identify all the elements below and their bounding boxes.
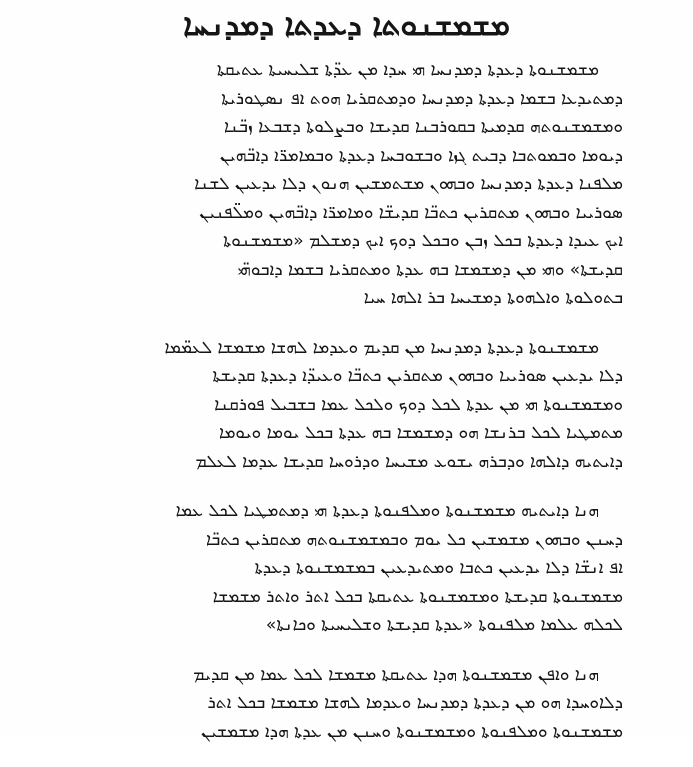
text-line: ܒܬܘܠܘܬܐ ܘܐܠܗܘܬܐ ܕܡܫܝܚܐ ܒܪ ܐܠܗܐ ܚܝܐ bbox=[363, 288, 623, 308]
text-line: ܐܝܟ ܥܝܕܐ ܕܥܕܬܐ ܒܟܠ ܙܒܢ ܘܒܟܠ ܕܘܟ ܐܝܟ ܕܡܫܠܡ «ܡܫܡܫܢܘܬܐ bbox=[223, 231, 623, 251]
document-title: ܡܫܡܫܢܘܬܐ ܕܥܕܬܐ ܕܡܕܢܚܐ bbox=[183, 8, 510, 43]
text-line: ܕܝܘܡܐ ܘܒܡܘܬܒܐ ܕܒܝܬ ܓܙܐ ܘܒܫܘܒܚܐ ܕܥܕܬܐ ܘܒܡܐܡܪ̈ܐ ܕܐܒ̈ܗܝܢ bbox=[219, 145, 623, 166]
text-line: ܡܠܦܢܐ ܕܥܕܬܐ ܕܡܕܢܚܐ ܘܒܗܘܢ ܡܫܬܡܫܝܢ ܗܢܘܢ ܕܠܐ ܝܕܥܝܢ ܠܫܢܐ bbox=[194, 174, 623, 194]
text-line: ܕܡܬܝܕܥܐ ܒܫܡܐ ܕܥܕܬܐ ܕܡܕܢܚܐ ܘܕܡܬܩܪܝܐ ܗܘܬ ܐܦ ܢܣܛܘܪܝܬܐ bbox=[221, 88, 623, 109]
text-line: ܡܬܡܛܝܐ ܠܟܠ ܒܪܢܫܐ ܗܘ ܕܡܫܡܫܐ ܒܗ ܥܕܬܐ ܒܟܠ ܝܘܡܐ ܘܝܘܡܐ bbox=[218, 423, 623, 443]
paragraph-3 bbox=[48, 497, 623, 640]
paragraph-2 bbox=[48, 334, 623, 477]
text-line: ܗܢܐ ܕܐܝܬܝܗ ܡܫܡܫܢܘܬܐ ܘܡܠܦܢܘܬܐ ܕܥܕܬܐ ܗܝ ܕܡܬܡܛܝܐ ܠܟܠ ܥܡܐ bbox=[175, 501, 599, 521]
text-line: ܡܫܡܫܢܘܬܐ ܘܡܠܦܢܘܬܐ ܘܡܫܡܫܢܘܬܐ ܘܚܢܢ ܡܢ ܥܕܬܐ ܗܕܐ ܡܫܡܫܝܢ bbox=[201, 721, 623, 742]
text-line: ܐܦ ܐܢܫ̈ܐ ܕܠܐ ܝܕܥܝܢ ܟܬܒܐ ܘܡܬܝܕܥܝܢ ܒܡܫܡܫܢܘܬܐ ܕܥܕܬܐ bbox=[254, 558, 623, 578]
text-line: ܡܫܡܫܢܘܬܐ ܩܕܝܫܬܐ ܘܡܫܡܫܢܘܬܐ ܥܬܝܩܬܐ ܒܟܠ ܐܬܪ ܘܐܬܪ ܡܫܡܫܐ bbox=[212, 586, 623, 607]
text-line: ܕܚܢܢ ܘܒܗܘܢ ܡܫܡܫܝܢ ܟܠ ܝܘܡ ܘܒܡܫܡܫܢܘܬܗ ܡܬܩܪܝܢ ܟܬܒ̈ܐ bbox=[205, 529, 623, 550]
text-line: ܩܕܝܫܬܐ» ܘܗܝ ܡܢ ܕܡܫܡܫܐ ܒܗ ܥܕܬܐ ܘܡܬܩܪܝܐ ܒܫܡܐ ܕܐܒܘܗ̈ܝ bbox=[237, 259, 623, 280]
paragraph-4 bbox=[48, 661, 623, 747]
text-line: ܗܢܐ ܘܐܦܢ ܡܫܡܫܢܘܬܐ ܗܕܐ ܥܬܝܩܬܐ ܡܫܡܫܐ ܠܟܠ ܥܡܐ ܡܢ ܩܕܝܡ bbox=[193, 664, 599, 685]
text-line: ܡܫܡܫܢܘܬܐ ܕܥܕܬܐ ܕܡܕܢܚܐ ܡܢ ܩܕܝܡ ܘܥܕܡܐ ܠܗܫܐ ܡܫܡܫܐ ܠܥܡ̈ܡܐ bbox=[164, 337, 599, 358]
text-line: ܕܐܝܬܝܗ ܕܐܠܗܐ ܘܕܒܪܗ ܝܫܘܥ ܡܫܝܚܐ ܘܕܪܘܚܐ ܩܕܝܫܐ ܥܕܡܐ ܠܥܠܡ bbox=[195, 451, 623, 472]
text-line: ܠܟܠܗ ܥܠܡܐ ܡܠܦܢܘܬܐ «ܥܕܬܐ ܩܕܝܫܬܐ ܘܫܠܝܚܝܬܐ ܘܟܐܢܬܐ» bbox=[265, 615, 623, 635]
text-line: ܡܫܡܫܢܘܬܐ ܕܥܕܬܐ ܕܡܕܢܚܐ ܗܝ ܚܕܐ ܡܢ ܥܕ̈ܬܐ ܫܠܝܚܝܬܐ ܥܬܝܩܬܐ bbox=[216, 60, 599, 80]
text-line: ܕܠܐ ܝܕܥܝܢ ܣܘܪܝܝܐ ܘܒܗܘܢ ܡܬܩܪܝܢ ܟܬܒ̈ܐ ܘܥܝܕ̈ܐ ܕܥܕܬܐ ܩܕܝܫܬܐ bbox=[212, 366, 623, 386]
text-line: ܘܡܫܡܫܢܘܬܗ ܩܕܡܝܬܐ ܒܩܘܪܒܢܐ ܩܕܝܫܐ ܘܒܨܠܘܬܐ ܕܫܒܥܐ ܙܒ̈ܢܐ bbox=[224, 117, 623, 137]
text-line: ܣܘܪܝܝܐ ܘܒܗܘܢ ܡܬܩܪܝܢ ܟܬܒ̈ܐ ܩܕܝܫ̈ܐ ܘܡܐܡܪ̈ܐ ܕܐܒ̈ܗܝܢ ܘܡܠ̈ܦܢܝܢ bbox=[199, 202, 623, 223]
text-line: ܕܠܐܘܚܕܐ ܗܘ ܡܢ ܕܥܕܬܐ ܕܡܕܢܚܐ ܘܥܕܡܐ ܠܗܫܐ ܡܫܡܫܐ ܒܟܠ ܐܬܪ bbox=[207, 693, 623, 713]
paragraph-1 bbox=[48, 56, 623, 313]
text-line: ܘܡܫܡܫܢܘܬܐ ܗܝ ܡܢ ܥܕܬܐ ܠܟܠ ܕܘܟ ܘܠܟܠ ܥܡܐ ܒܫܒܝܠ ܦܘܪܩܢܐ bbox=[214, 394, 623, 415]
document-body bbox=[48, 56, 623, 767]
